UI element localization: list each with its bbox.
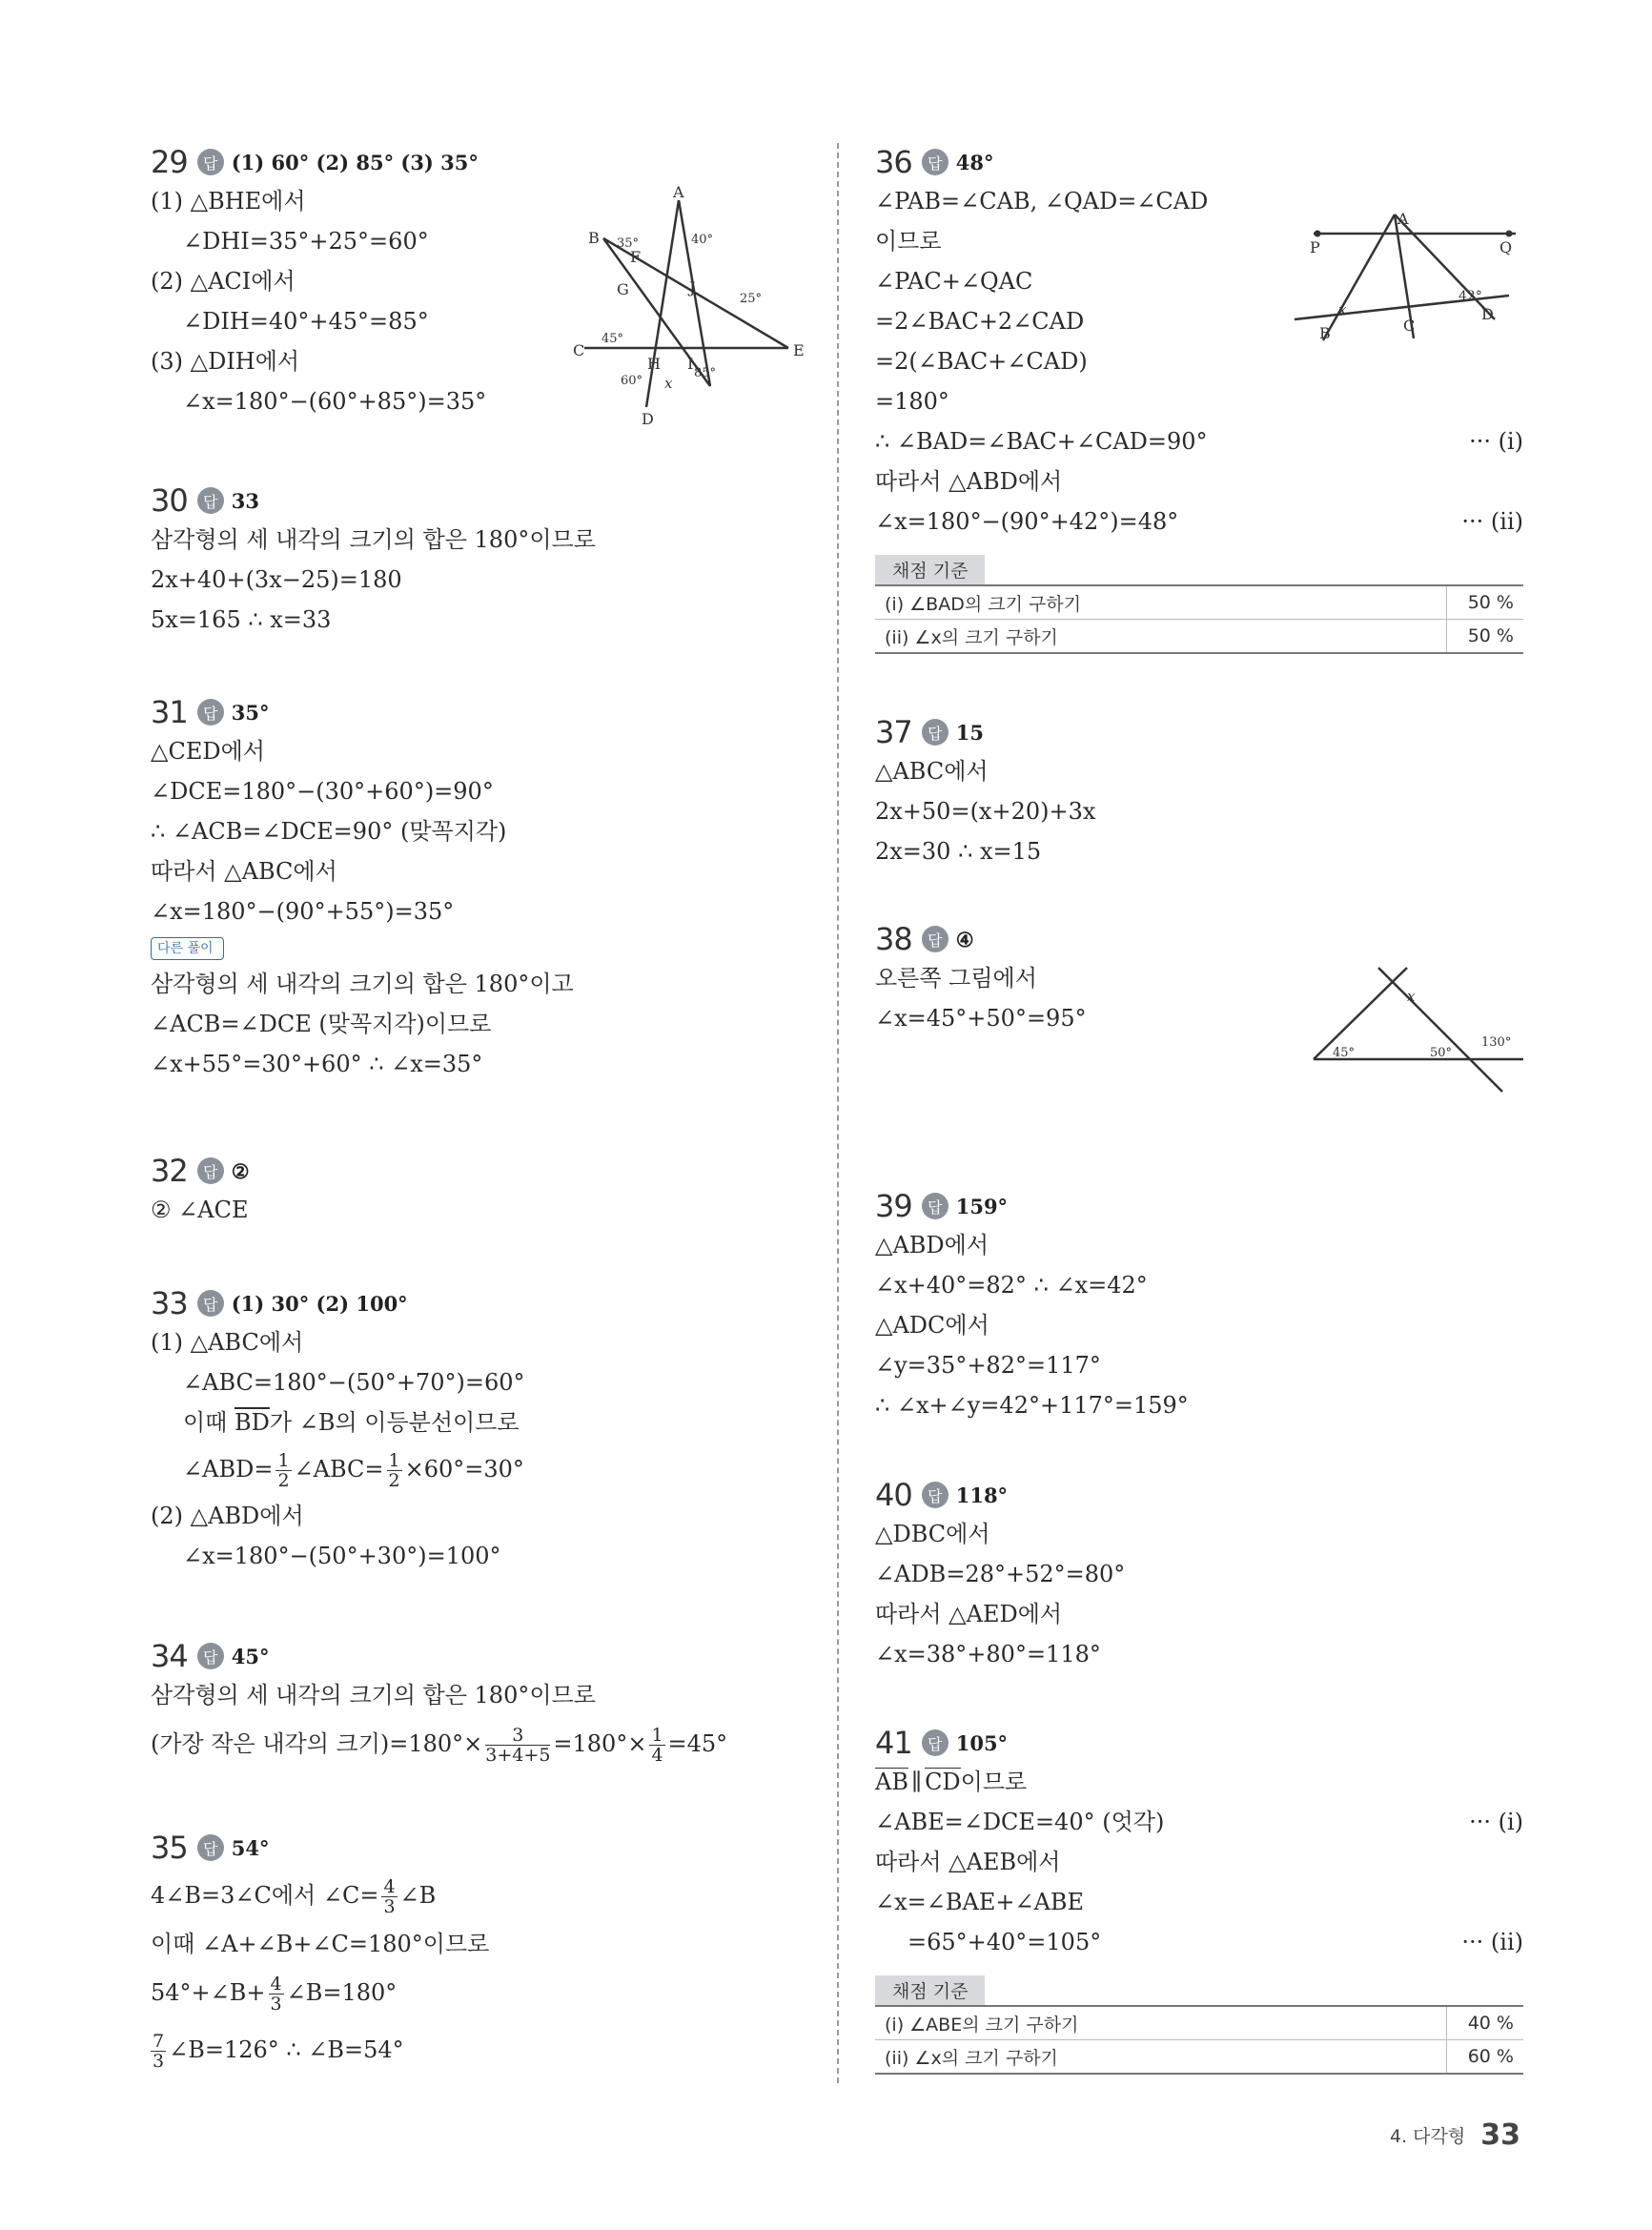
solution-line: 따라서 △AEB에서	[875, 1849, 1061, 1875]
fig-label: 50°	[1430, 1046, 1453, 1060]
criteria-percent: 60 %	[1447, 2040, 1524, 2075]
solution-line	[151, 2021, 818, 2078]
text: ∠B=126° ∴ ∠B=54°	[169, 2036, 404, 2063]
solution-line: ∠DHI=35°+25°=60°	[183, 228, 429, 255]
column-divider	[837, 143, 839, 2083]
problem-31	[151, 693, 818, 1084]
text: ∠ABD=	[183, 1456, 274, 1483]
text: ∠B	[399, 1882, 437, 1909]
step-tag: ··· (i)	[1469, 1809, 1523, 1835]
problem-30	[151, 481, 818, 640]
solution-line	[151, 1964, 818, 2021]
solution-line: 따라서 △ABC에서	[151, 858, 337, 885]
fig-label: Q	[1499, 238, 1513, 256]
problem-35	[151, 1829, 818, 2078]
text: (가장 작은 내각의 크기)=180°×	[151, 1730, 483, 1757]
fig-label: x	[664, 375, 673, 392]
point-p	[1315, 231, 1321, 237]
text: ∠x=180°−(90°+42°)=48°	[875, 508, 1179, 535]
problem-41	[875, 1724, 1542, 2075]
solution-line	[151, 1442, 818, 1496]
solution-line	[875, 501, 1523, 542]
solution-line: ∠y=35°+82°=117°	[875, 1352, 1101, 1379]
answer-value: ②	[231, 1158, 250, 1183]
solution-line: =180°	[875, 388, 949, 415]
solution-line: ∠x=38°+80°=118°	[875, 1641, 1101, 1667]
solution-line: △ABC에서	[875, 758, 989, 785]
fig-label: G	[617, 280, 629, 298]
answer-value: 159°	[955, 1194, 1009, 1218]
problem-34	[151, 1637, 818, 1772]
denominator: 2	[388, 1470, 400, 1491]
criteria-title: 채점 기준	[875, 1975, 985, 2005]
solution-line: 오른쪽 그림에서	[875, 965, 1037, 992]
answer-badge: 답	[197, 1157, 224, 1184]
answer-value: (1) 30° (2) 100°	[231, 1291, 408, 1316]
step-tag: ··· (i)	[1469, 428, 1523, 455]
solution-line: 2x+40+(3x−25)=180	[151, 566, 402, 593]
text: ∠ABC=	[294, 1456, 384, 1483]
solution-line	[151, 1402, 818, 1442]
criteria-table	[875, 584, 1523, 654]
table-row	[875, 585, 1523, 620]
line-cd: CD	[925, 1769, 961, 1795]
solution-line: 2x=30 ∴ x=15	[875, 838, 1042, 865]
solution-line: (1) △BHE에서	[151, 188, 306, 215]
criteria-item: (ii) ∠x의 크기 구하기	[875, 620, 1447, 654]
point-q	[1506, 231, 1513, 237]
problem-39	[875, 1187, 1542, 1425]
fig-label: C	[1403, 317, 1416, 335]
parallel-symbol: ∥	[910, 1769, 923, 1795]
fig-label: 25°	[740, 292, 763, 306]
problem-header	[151, 1829, 818, 1867]
answer-badge: 답	[197, 1290, 224, 1317]
denominator: 3	[383, 1896, 396, 1917]
text: ∴ ∠BAD=∠BAC+∠CAD=90°	[875, 428, 1208, 455]
fig-label: x	[1407, 988, 1416, 1005]
answer-value: 118°	[955, 1483, 1009, 1507]
fig-label: J	[689, 278, 696, 297]
fig-label: H	[647, 355, 661, 373]
triangle-figure-38	[1314, 968, 1533, 1096]
fig-label: E	[793, 341, 805, 359]
problem-header	[151, 1284, 818, 1322]
solution-line: ∠PAB=∠CAB, ∠QAD=∠CAD	[875, 188, 1209, 215]
denominator: 3+4+5	[485, 1745, 551, 1766]
problem-header	[151, 693, 818, 731]
lines-figure-36	[1295, 205, 1523, 377]
fig-label: A	[1397, 210, 1409, 228]
fig-label: F	[630, 248, 642, 266]
answer-badge: 답	[922, 926, 948, 952]
answer-value: 48°	[955, 150, 994, 174]
numerator: 3	[485, 1726, 550, 1746]
problem-header	[875, 1476, 1542, 1514]
answer-value: 45°	[231, 1644, 270, 1668]
denominator: 4	[651, 1745, 663, 1766]
problem-number: 30	[151, 482, 188, 519]
solution-line: ∠x+40°=82° ∴ ∠x=42°	[875, 1272, 1148, 1299]
solution-line: ∴ ∠x+∠y=42°+117°=159°	[875, 1392, 1189, 1419]
fig-label: B	[1319, 324, 1331, 342]
problem-29	[151, 143, 818, 428]
problem-32	[151, 1152, 818, 1230]
answer-badge: 답	[197, 1643, 224, 1669]
problem-number: 40	[875, 1477, 912, 1513]
solution-line: 이므로	[875, 228, 942, 255]
step-tag: ··· (ii)	[1461, 508, 1523, 535]
solution-line: 삼각형의 세 내각의 크기의 합은 180°이므로	[151, 526, 596, 553]
solution-line	[875, 1922, 1523, 1962]
problem-header	[875, 713, 1542, 751]
criteria-item: (i) ∠BAD의 크기 구하기	[875, 585, 1447, 620]
problem-number: 35	[151, 1830, 188, 1866]
answer-badge: 답	[197, 149, 224, 175]
scoring-criteria	[875, 555, 1523, 654]
criteria-percent: 50 %	[1447, 585, 1524, 620]
numerator: 1	[388, 1450, 400, 1471]
solution-line: ∠DIH=40°+45°=85°	[183, 308, 429, 335]
line-ab: AB	[875, 1769, 908, 1795]
solution-line: ∠x=180°−(60°+85°)=35°	[183, 388, 487, 415]
solution-line: ∴ ∠ACB=∠DCE=90° (맞꼭지각)	[151, 818, 507, 845]
denominator: 2	[277, 1470, 290, 1491]
answer-badge: 답	[922, 1193, 948, 1219]
solution-line: =2(∠BAC+∠CAD)	[875, 348, 1088, 375]
fig-label: C	[573, 341, 585, 359]
solution-line: 이때 ∠A+∠B+∠C=180°이므로	[151, 1931, 490, 1957]
fig-label: B	[588, 229, 600, 247]
problem-number: 33	[151, 1285, 188, 1321]
numerator: 4	[270, 1974, 282, 1995]
criteria-item: (i) ∠ABE의 크기 구하기	[875, 2006, 1447, 2040]
problem-number: 38	[875, 921, 912, 957]
solution-line: ∠DCE=180°−(30°+60°)=90°	[151, 778, 494, 805]
fig-label: D	[1481, 305, 1494, 323]
answer-badge: 답	[922, 1482, 948, 1508]
solution-line: 2x+50=(x+20)+3x	[875, 798, 1096, 825]
scoring-criteria	[875, 1975, 1523, 2075]
solution-line: ∠x=180°−(90°+55°)=35°	[151, 898, 455, 925]
solution-line: ∠x=45°+50°=95°	[875, 1005, 1087, 1032]
criteria-percent: 50 %	[1447, 620, 1524, 654]
fig-label: P	[1310, 238, 1320, 256]
text: 이때	[183, 1409, 235, 1436]
text: =65°+40°=105°	[908, 1929, 1102, 1955]
problem-header	[151, 1637, 818, 1675]
numerator: 1	[651, 1725, 663, 1746]
text: 가 ∠B의 이등분선이므로	[269, 1409, 520, 1436]
text: 이므로	[960, 1769, 1028, 1795]
chapter-title: 4. 다각형	[1390, 2126, 1466, 2147]
star-figure-29	[573, 183, 813, 428]
text: =45°	[667, 1730, 728, 1757]
problem-header	[151, 143, 818, 181]
solution-line: (2) △ABD에서	[151, 1503, 304, 1529]
step-tag: ··· (ii)	[1461, 1929, 1523, 1955]
fraction	[151, 2032, 166, 2071]
segment-bd: $\overline{BD}$	[235, 1409, 270, 1436]
fraction	[269, 1974, 284, 2014]
fig-label: 45°	[1333, 1046, 1356, 1060]
problem-number: 39	[875, 1188, 912, 1224]
problem-number: 34	[151, 1638, 188, 1674]
text: ∠ABE=∠DCE=40° (엇각)	[875, 1809, 1165, 1835]
problem-header	[151, 481, 818, 520]
solution-line	[875, 421, 1523, 461]
solution-line: ∠ABC=180°−(50°+70°)=60°	[183, 1369, 525, 1396]
solution-line: 5x=165 ∴ x=33	[151, 606, 332, 633]
solution-line	[151, 1867, 818, 1924]
denominator: 3	[153, 2051, 165, 2072]
denominator: 3	[270, 1994, 282, 2015]
text: ∠B=180°	[286, 1979, 398, 2006]
solution-line: ∠PAC+∠QAC	[875, 268, 1033, 295]
problem-number: 37	[875, 714, 912, 750]
fig-label: 130°	[1481, 1035, 1512, 1050]
solution-line: ∠x=180°−(50°+30°)=100°	[183, 1543, 501, 1569]
fig-label: A	[673, 183, 684, 201]
problem-header	[875, 1724, 1542, 1762]
solution-line	[875, 1762, 1542, 1802]
problem-number: 32	[151, 1153, 188, 1189]
criteria-table	[875, 2005, 1523, 2075]
solution-line: (1) △ABC에서	[151, 1329, 304, 1356]
page-footer	[1390, 2118, 1520, 2152]
solution-line: ∠ACB=∠DCE (맞꼭지각)이므로	[151, 1011, 492, 1037]
problem-36	[875, 143, 1542, 654]
criteria-percent: 40 %	[1447, 2006, 1524, 2040]
solution-line: △ADC에서	[875, 1312, 989, 1339]
fig-label: 35°	[617, 236, 640, 251]
problem-header	[875, 1187, 1542, 1225]
table-row	[875, 2006, 1523, 2040]
problem-header	[151, 1152, 818, 1190]
problem-header	[875, 920, 1542, 958]
page-number: 33	[1480, 2118, 1520, 2152]
solution-line: 따라서 △ABD에서	[875, 468, 1063, 495]
answer-badge: 답	[197, 699, 224, 726]
problem-33	[151, 1284, 818, 1576]
answer-value: ④	[955, 927, 974, 951]
answer-badge: 답	[197, 487, 224, 514]
problem-number: 41	[875, 1725, 912, 1761]
answer-badge: 답	[922, 149, 948, 175]
solution-line: ② ∠ACE	[151, 1197, 249, 1223]
table-row	[875, 620, 1523, 654]
fig-label: I	[687, 355, 694, 373]
text: =180°×	[553, 1730, 647, 1757]
solution-line: △DBC에서	[875, 1521, 990, 1547]
problem-38	[875, 920, 1542, 1060]
solution-line: =2∠BAC+2∠CAD	[875, 308, 1085, 335]
answer-value: 15	[955, 720, 984, 745]
solution-line: 삼각형의 세 내각의 크기의 합은 180°이므로	[151, 1682, 596, 1708]
criteria-title: 채점 기준	[875, 555, 985, 584]
fraction	[381, 1877, 397, 1916]
solution-line: ∠ADB=28°+52°=80°	[875, 1561, 1126, 1587]
alternate-solution-label: 다른 풀이	[151, 937, 224, 960]
answer-badge: 답	[197, 1834, 224, 1861]
solution-line: △CED에서	[151, 738, 265, 765]
fig-label: 60°	[621, 374, 643, 388]
solution-line: 따라서 △AED에서	[875, 1601, 1063, 1627]
numerator: 1	[277, 1450, 290, 1471]
fig-label: 85°	[694, 366, 717, 380]
answer-badge: 답	[922, 719, 948, 746]
fig-label: 42°	[1458, 289, 1482, 304]
fraction	[649, 1726, 664, 1765]
answer-value: 33	[231, 488, 259, 513]
answer-value: 105°	[955, 1730, 1009, 1755]
fraction	[387, 1451, 402, 1490]
numerator: 4	[383, 1876, 396, 1897]
problem-header	[875, 143, 1542, 181]
numerator: 7	[153, 2031, 165, 2052]
fig-label: x	[1338, 301, 1347, 318]
solution-line	[875, 1802, 1523, 1842]
problem-number: 31	[151, 694, 188, 730]
answer-value: (1) 60° (2) 85° (3) 35°	[231, 150, 479, 174]
text: 4∠B=3∠C에서 ∠C=	[151, 1882, 379, 1909]
problem-number: 36	[875, 144, 912, 180]
answer-value: 54°	[231, 1835, 270, 1860]
problem-37	[875, 713, 1542, 871]
fig-label: 40°	[691, 233, 714, 247]
criteria-item: (ii) ∠x의 크기 구하기	[875, 2040, 1447, 2075]
problem-number: 29	[151, 144, 188, 180]
fig-label: 45°	[602, 332, 624, 346]
solution-line: (3) △DIH에서	[151, 348, 300, 375]
text: ×60°=30°	[404, 1456, 524, 1483]
solution-line: 삼각형의 세 내각의 크기의 합은 180°이고	[151, 971, 574, 997]
solution-line: (2) △ACI에서	[151, 268, 296, 295]
table-row	[875, 2040, 1523, 2075]
problem-40	[875, 1476, 1542, 1674]
answer-badge: 답	[922, 1729, 948, 1756]
fraction	[275, 1451, 291, 1490]
solution-line: ∠x+55°=30°+60° ∴ ∠x=35°	[151, 1051, 483, 1077]
text: 54°+∠B+	[151, 1979, 266, 2006]
fig-label: D	[642, 410, 654, 428]
answer-value: 35°	[231, 700, 270, 725]
solution-line: ∠x=∠BAE+∠ABE	[875, 1889, 1085, 1915]
fraction	[485, 1726, 550, 1765]
solution-line: △ABD에서	[875, 1232, 989, 1258]
solution-line	[151, 1715, 818, 1772]
